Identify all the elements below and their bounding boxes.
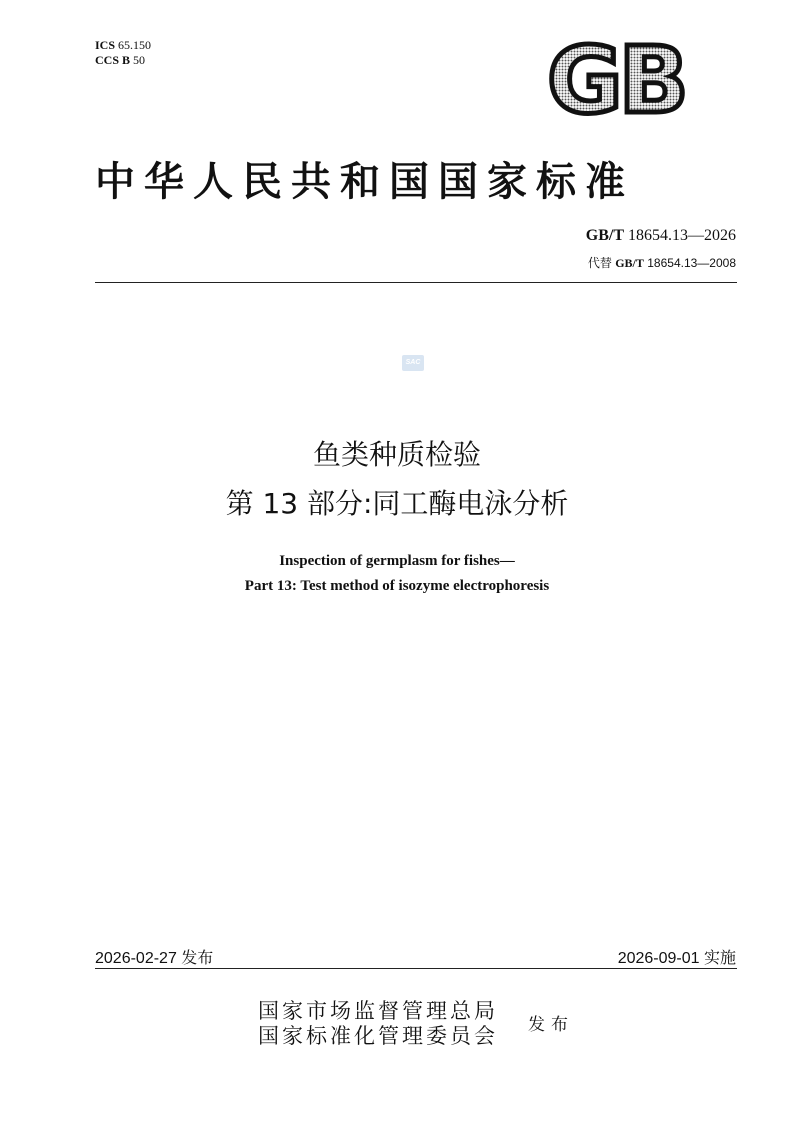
- implementation-date: 2026-09-01 实施: [617, 950, 736, 967]
- title-en-line2: Part 13: Test method of isozyme electrophoresis: [244, 578, 550, 594]
- issuer-samr: 国家市场监督管理总局: [258, 999, 498, 1023]
- issuer-sac: 国家标准化管理委员会: [258, 1024, 498, 1048]
- national-standard-banner: 中华人民共和国国家标准: [95, 159, 634, 205]
- header-divider: [95, 282, 737, 283]
- standard-number: GB/T 18654.13—2026: [585, 227, 736, 244]
- title-en-line1: Inspection of germplasm for fishes—: [279, 553, 515, 569]
- gb-logo-icon: [540, 38, 692, 120]
- title-cn-line2: 第 13 部分:同工酶电泳分析: [225, 487, 569, 520]
- gb-logo-text: GB: [547, 38, 685, 120]
- issue-word: 发布: [528, 1015, 574, 1035]
- replaces-standard: 代替 GB/T 18654.13—2008: [587, 256, 736, 270]
- sac-watermark: SAC: [402, 355, 424, 371]
- ics-code: ICS 65.150: [95, 38, 152, 52]
- footer-divider: [95, 968, 737, 969]
- ccs-code: CCS B 50: [95, 53, 146, 67]
- classification-codes: [95, 38, 151, 68]
- issue-date: 2026-02-27 发布: [95, 950, 214, 967]
- title-cn-line1: 鱼类种质检验: [312, 438, 481, 471]
